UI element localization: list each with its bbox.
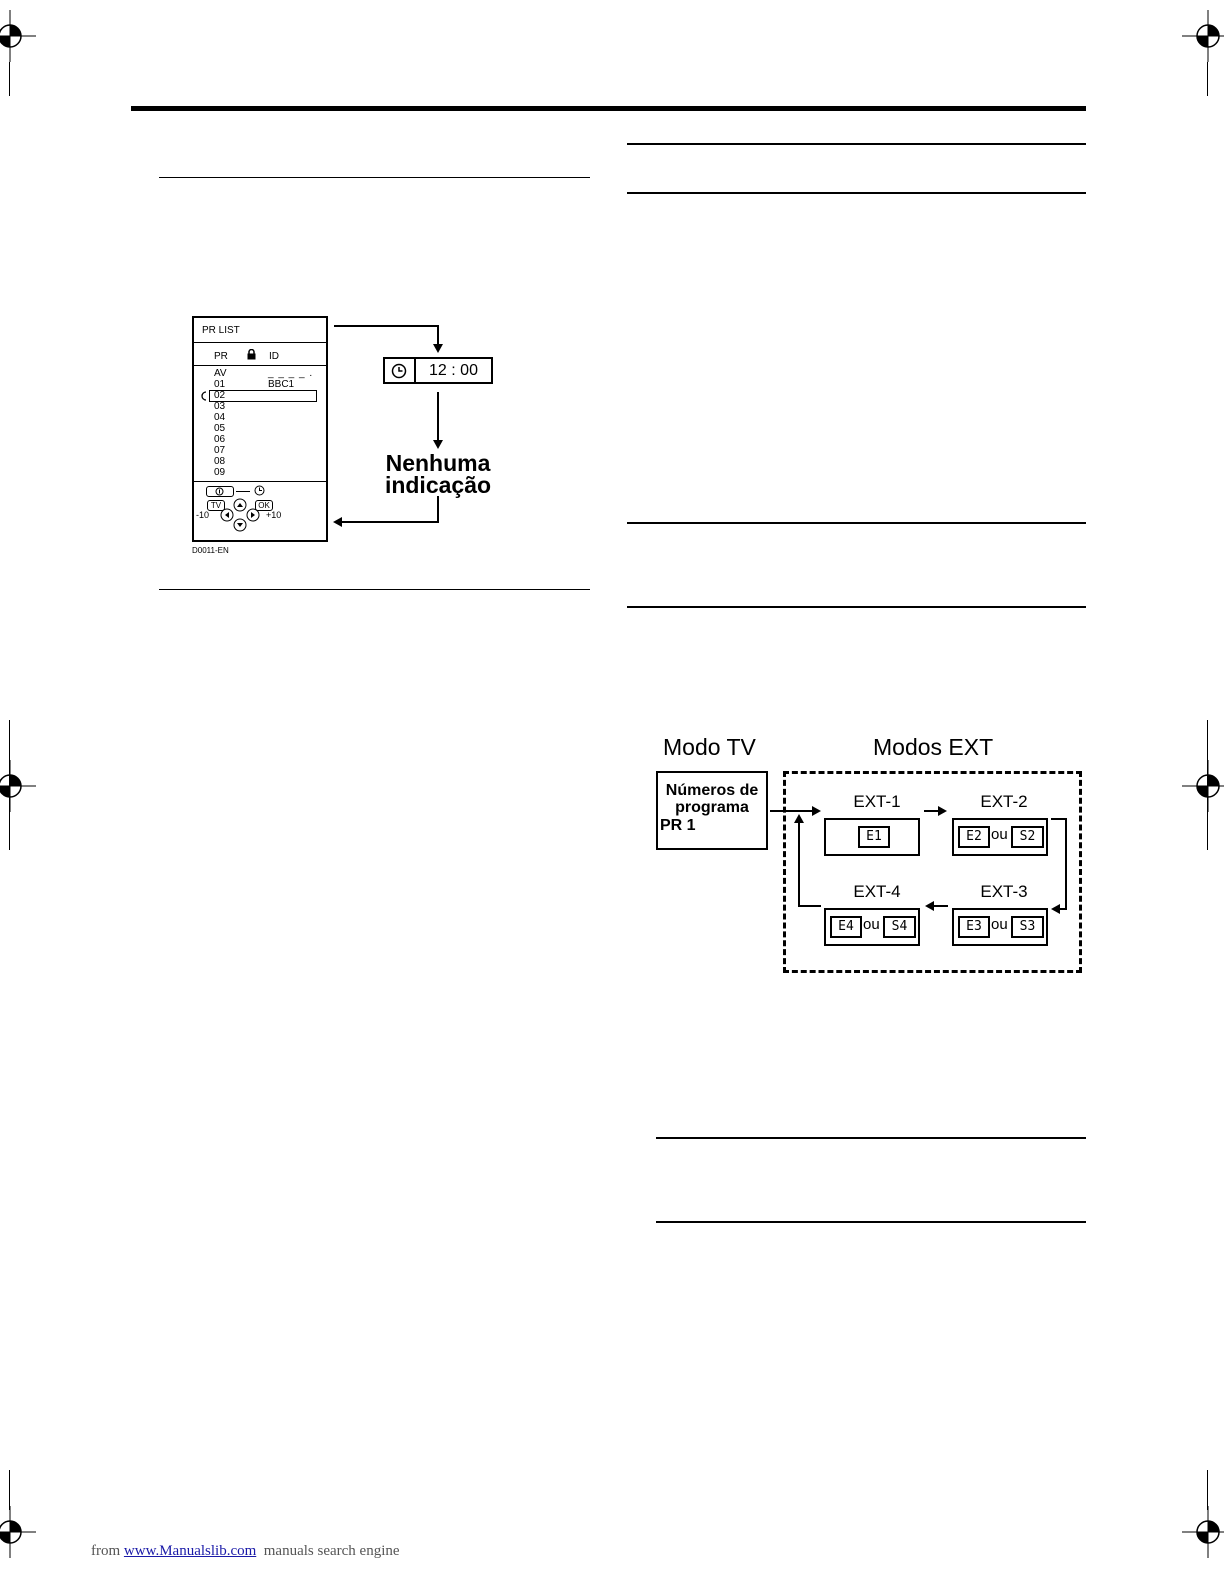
divider <box>194 342 326 343</box>
divider <box>194 481 326 482</box>
ext2-chip-a: E2 <box>958 826 990 848</box>
av-id-value: _ _ _ _ . <box>268 368 314 379</box>
list-item[interactable]: 06 <box>214 434 226 445</box>
list-item[interactable]: 07 <box>214 445 226 456</box>
flow-arrows <box>330 320 450 530</box>
list-item[interactable]: 05 <box>214 423 226 434</box>
registration-mark-icon <box>1182 10 1224 62</box>
or-word: ou <box>991 826 1008 843</box>
registration-mark-icon <box>0 1506 36 1558</box>
list-item[interactable]: 08 <box>214 456 226 467</box>
info-icon <box>215 487 224 496</box>
crop-line <box>9 1470 10 1510</box>
pr-list-menu <box>192 316 328 542</box>
header-rule <box>131 106 1086 111</box>
ext-modes-title: Modos EXT <box>873 734 994 760</box>
menu-title: PR LIST <box>202 325 240 336</box>
registration-mark-icon <box>0 760 36 812</box>
display-button <box>206 486 234 497</box>
ext1-chip: E1 <box>858 826 890 848</box>
ext2-label: EXT-2 <box>980 792 1028 811</box>
registration-mark-icon <box>1182 760 1224 812</box>
programme-box-line1: Números de <box>665 782 759 799</box>
list-item[interactable]: 01 <box>214 379 226 390</box>
ext2-chip-b: S2 <box>1011 826 1044 848</box>
direction-pad-icon <box>218 498 262 532</box>
ext4-chip-b: S4 <box>883 916 916 938</box>
list-item[interactable]: AV <box>214 368 227 379</box>
list-item[interactable]: 09 <box>214 467 226 478</box>
footer <box>91 1543 400 1560</box>
footer-suffix: manuals search engine <box>263 1543 400 1559</box>
list-item[interactable]: 03 <box>214 401 226 412</box>
selection-cursor <box>209 390 317 402</box>
section-rule <box>159 177 590 178</box>
ext1-label: EXT-1 <box>853 792 901 811</box>
column-header-pr: PR <box>214 351 228 362</box>
ext3-label: EXT-3 <box>980 882 1028 901</box>
or-word: ou <box>991 916 1008 933</box>
minus-10-label: -10 <box>196 510 210 520</box>
crop-line <box>1207 62 1208 96</box>
section-rule <box>627 143 1086 145</box>
no-display-label <box>372 452 504 496</box>
list-item[interactable]: 04 <box>214 412 226 423</box>
or-word: ou <box>863 916 880 933</box>
section-rule <box>627 606 1086 608</box>
crop-line <box>1207 720 1208 850</box>
column-header-id: ID <box>269 351 279 362</box>
divider <box>194 365 326 366</box>
arrow-line <box>236 491 250 492</box>
ok-button: OK <box>255 500 273 511</box>
ext3-chip-a: E3 <box>958 916 990 938</box>
mode-cycle-arrows <box>768 805 1078 915</box>
clock-icon <box>254 485 265 496</box>
section-rule <box>656 1221 1086 1223</box>
lock-icon <box>247 349 256 360</box>
ext4-chip-a: E4 <box>830 916 862 938</box>
registration-mark-icon <box>0 10 36 62</box>
programme-box-line2: programa <box>675 799 749 816</box>
no-display-line2: indicação <box>384 472 492 498</box>
tv-button: TV <box>207 500 225 511</box>
no-display-line1: Nenhuma <box>385 450 491 476</box>
footer-link[interactable]: www.Manualslib.com <box>123 1543 257 1559</box>
registration-mark-icon <box>1182 1506 1224 1558</box>
clock-time: 12 : 00 <box>429 362 478 379</box>
programme-id-value: BBC1 <box>268 379 295 390</box>
timer-indicator-icon <box>199 391 208 401</box>
crop-line <box>9 62 10 96</box>
section-rule <box>627 192 1086 194</box>
list-item[interactable]: 02 <box>214 390 226 401</box>
ext3-chip-b: S3 <box>1011 916 1044 938</box>
ext4-label: EXT-4 <box>853 882 901 901</box>
section-rule <box>627 522 1086 524</box>
figure-code: D0011-EN <box>192 546 229 555</box>
programme-numbers-box <box>656 771 768 850</box>
section-rule <box>656 1137 1086 1139</box>
crop-line <box>1207 1470 1208 1510</box>
programme-list <box>214 368 227 478</box>
section-rule <box>159 589 590 590</box>
plus-10-label: +10 <box>266 510 282 520</box>
programme-box-line3: PR 1 <box>660 817 696 834</box>
footer-prefix: from <box>91 1543 121 1559</box>
tv-mode-title: Modo TV <box>663 734 756 760</box>
crop-line <box>9 720 10 850</box>
